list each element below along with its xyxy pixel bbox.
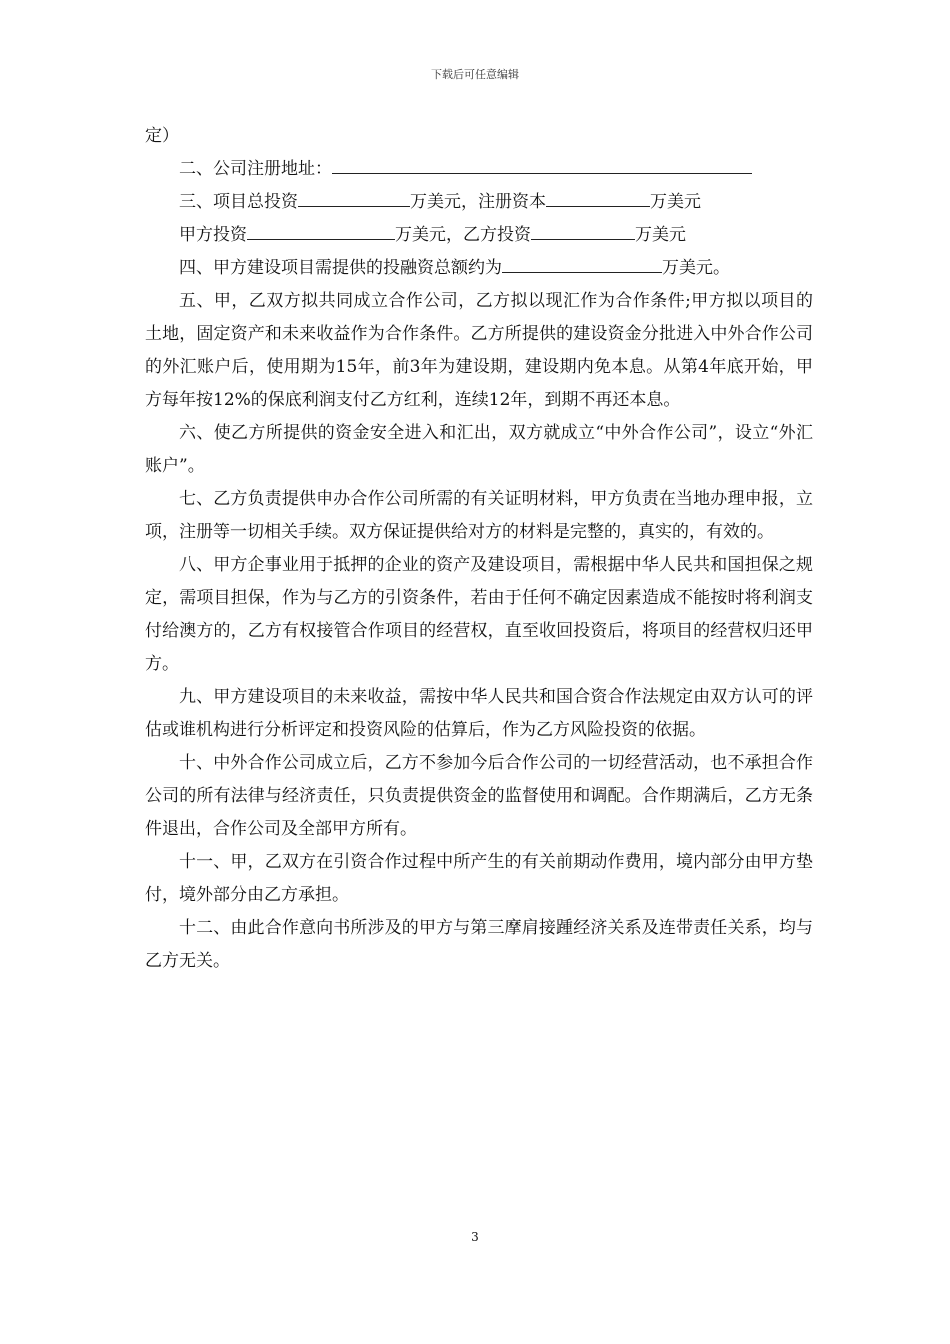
total-investment-blank (298, 186, 410, 207)
financing-blank (502, 252, 662, 273)
address-blank (332, 153, 752, 174)
paragraph-11: 十一、甲，乙双方在引资合作过程中所产生的有关前期动作费用，境内部分由甲方垫付，境外部分由乙方承担。 (145, 852, 813, 905)
party-a-investment-blank (247, 219, 395, 240)
page-header: 下载后可任意编辑 (431, 68, 519, 81)
paragraph-10: 十、中外合作公司成立后，乙方不参加今后合作公司的一切经营活动，也不承担合作公司的所有法律与经济责任，只负责提供资金的监督使用和调配。合作期满后，乙方无条件退出，合作公司及全部甲方所有。 (145, 753, 813, 839)
paragraph-12: 十二、由此合作意向书所涉及的甲方与第三摩肩接踵经济关系及连带责任关系，均与乙方无关。 (145, 918, 813, 971)
line-party-investment: 甲方投资 万美元，乙方投资 万美元 (145, 219, 813, 252)
line-total-investment: 三、项目总投资 万美元，注册资本 万美元 (145, 186, 813, 219)
document-body (145, 120, 813, 978)
party-b-investment-blank (531, 219, 635, 240)
line-continuation: 定） (145, 126, 179, 146)
registered-capital-blank (546, 186, 650, 207)
paragraph-7: 七、乙方负责提供申办合作公司所需的有关证明材料，甲方负责在当地办理申报，立项，注册等一切相关手续。双方保证提供给对方的材料是完整的，真实的，有效的。 (145, 489, 813, 542)
line-financing: 四、甲方建设项目需提供的投融资总额约为 万美元。 (145, 252, 813, 285)
paragraph-5: 五、甲，乙双方拟共同成立合作公司，乙方拟以现汇作为合作条件;甲方拟以项目的土地，固定资产和未来收益作为合作条件。乙方所提供的建设资金分批进入中外合作公司的外汇账户后，使用期为15年，前3年为建设期，建设期内免本息。从第4年底开始，甲方每年按12%的保底利润支付乙方红利，连续12年，到期不再还本息。 (145, 291, 813, 410)
line-address: 二、公司注册地址： (145, 153, 813, 186)
paragraph-6: 六、使乙方所提供的资金安全进入和汇出，双方就成立“中外合作公司”，设立“外汇账户”。 (145, 423, 813, 476)
paragraph-9: 九、甲方建设项目的未来收益，需按中华人民共和国合资合作法规定由双方认可的评估或谁机构进行分析评定和投资风险的估算后，作为乙方风险投资的依据。 (145, 687, 813, 740)
paragraph-8: 八、甲方企事业用于抵押的企业的资产及建设项目，需根据中华人民共和国担保之规定，需项目担保，作为与乙方的引资条件，若由于任何不确定因素造成不能按时将利润支付给澳方的，乙方有权接管合作项目的经营权，直至收回投资后，将项目的经营权归还甲方。 (145, 555, 813, 674)
page-number: 3 (471, 1230, 479, 1244)
